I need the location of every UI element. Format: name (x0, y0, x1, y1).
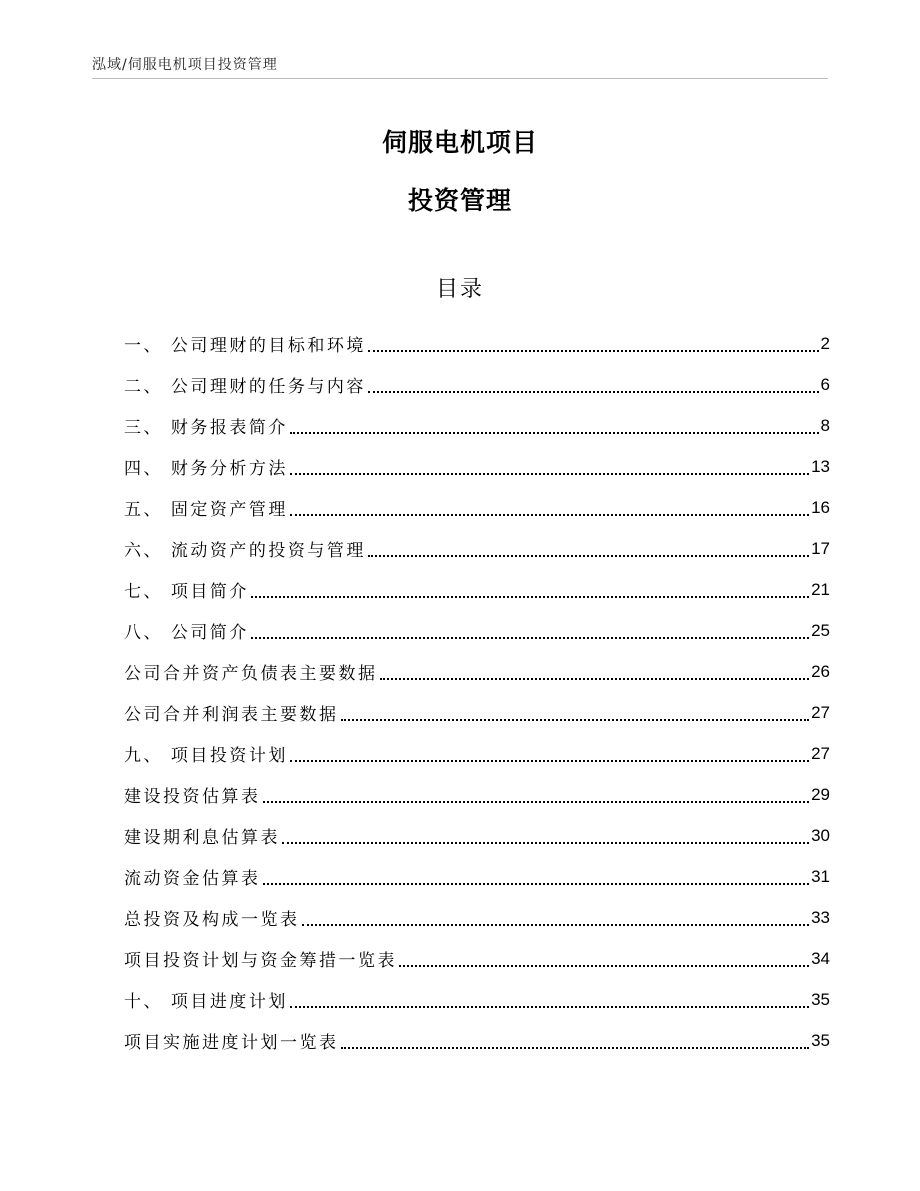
toc-leader-dots (290, 472, 809, 475)
toc-entry-page-number: 35 (811, 1030, 830, 1050)
toc-leader-dots (380, 677, 810, 680)
toc-entry-label: 二、 公司理财的任务与内容 (124, 377, 366, 397)
toc-entry[interactable] (124, 692, 830, 733)
toc-leader-dots (290, 513, 809, 516)
toc-entry[interactable] (124, 1020, 830, 1061)
toc-leader-dots (399, 964, 809, 967)
toc-leader-dots (341, 718, 810, 721)
toc-entry-page-number: 16 (811, 497, 830, 517)
toc-leader-dots (290, 1005, 809, 1008)
toc-entry-label: 建设期利息估算表 (124, 828, 280, 848)
toc-entry-page-number: 33 (811, 907, 830, 927)
toc-entry[interactable] (124, 815, 830, 856)
toc-entry-label: 流动资金估算表 (124, 869, 261, 889)
toc-entry[interactable] (124, 405, 830, 446)
toc-leader-dots (368, 554, 809, 557)
toc-entry-page-number: 17 (811, 538, 830, 558)
toc-entry-label: 四、 财务分析方法 (124, 459, 288, 479)
toc-leader-dots (290, 759, 809, 762)
page-header: 泓域/伺服电机项目投资管理 (92, 57, 278, 73)
toc-entry-label: 六、 流动资产的投资与管理 (124, 541, 366, 561)
toc-leader-dots (341, 1046, 810, 1049)
toc-entry[interactable] (124, 651, 830, 692)
toc-entry-page-number: 35 (811, 989, 830, 1009)
toc-leader-dots (368, 349, 819, 352)
toc-leader-dots (282, 841, 809, 844)
toc-entry-label: 项目投资计划与资金筹措一览表 (124, 951, 397, 971)
toc-entry-page-number: 27 (811, 702, 830, 722)
toc-entry[interactable] (124, 569, 830, 610)
toc-entry-page-number: 27 (811, 743, 830, 763)
toc-entry-page-number: 8 (820, 415, 830, 435)
toc-entry[interactable] (124, 774, 830, 815)
toc-leader-dots (251, 595, 809, 598)
toc-entry-label: 总投资及构成一览表 (124, 910, 300, 930)
toc-entry[interactable] (124, 938, 830, 979)
toc-leader-dots (263, 800, 810, 803)
toc-entry-page-number: 31 (811, 866, 830, 886)
toc-leader-dots (368, 390, 819, 393)
toc-entry-label: 十、 项目进度计划 (124, 992, 288, 1012)
toc-entry-label: 建设投资估算表 (124, 787, 261, 807)
toc-entry[interactable] (124, 856, 830, 897)
toc-leader-dots (251, 636, 809, 639)
toc-leader-dots (263, 882, 810, 885)
toc-entry[interactable] (124, 528, 830, 569)
toc-entry-label: 三、 财务报表简介 (124, 418, 288, 438)
toc-entry[interactable] (124, 610, 830, 651)
toc-entry[interactable] (124, 446, 830, 487)
toc-entry-label: 七、 项目简介 (124, 582, 249, 602)
toc-entry[interactable] (124, 364, 830, 405)
toc-entry-page-number: 21 (811, 579, 830, 599)
document-title-line-1: 伺服电机项目 (381, 128, 538, 157)
toc-entry[interactable] (124, 897, 830, 938)
table-of-contents (124, 323, 830, 1061)
toc-entry-label: 公司合并资产负债表主要数据 (124, 664, 378, 684)
toc-entry-label: 九、 项目投资计划 (124, 746, 288, 766)
toc-entry-page-number: 6 (820, 374, 830, 394)
toc-entry-page-number: 2 (820, 333, 830, 353)
toc-entry[interactable] (124, 323, 830, 364)
header-divider (92, 78, 828, 79)
toc-entry[interactable] (124, 487, 830, 528)
toc-entry-label: 八、 公司简介 (124, 623, 249, 643)
toc-entry-label: 公司合并利润表主要数据 (124, 705, 339, 725)
toc-entry-page-number: 13 (811, 456, 830, 476)
document-title-line-2: 投资管理 (407, 186, 512, 215)
toc-entry-label: 五、 固定资产管理 (124, 500, 288, 520)
toc-entry-page-number: 26 (811, 661, 830, 681)
toc-entry-page-number: 25 (811, 620, 830, 640)
toc-entry-label: 项目实施进度计划一览表 (124, 1033, 339, 1053)
toc-entry-page-number: 34 (811, 948, 830, 968)
toc-leader-dots (290, 431, 819, 434)
toc-entry-label: 一、 公司理财的目标和环境 (124, 336, 366, 356)
toc-entry-page-number: 30 (811, 825, 830, 845)
toc-entry[interactable] (124, 733, 830, 774)
toc-heading: 目录 (435, 277, 484, 302)
toc-leader-dots (302, 923, 810, 926)
toc-entry[interactable] (124, 979, 830, 1020)
toc-entry-page-number: 29 (811, 784, 830, 804)
